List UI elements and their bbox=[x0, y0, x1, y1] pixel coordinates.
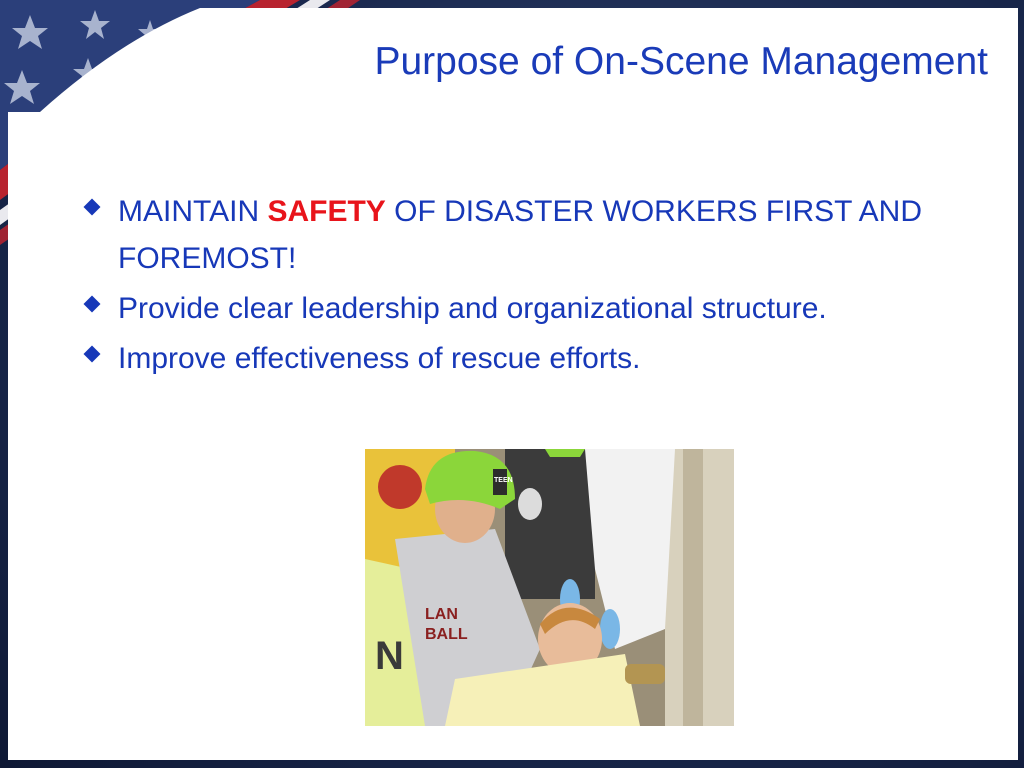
sweatshirt-print: LAN bbox=[425, 606, 458, 623]
bullet-item-leadership bbox=[80, 285, 960, 332]
bullet-item-safety bbox=[80, 188, 960, 282]
bullet-text-post: OF DISASTER WORKERS FIRST AND FOREMOST! bbox=[118, 195, 922, 275]
bullet-list bbox=[80, 188, 960, 385]
bullet-text: Improve effectiveness of rescue efforts. bbox=[118, 342, 641, 375]
bullet-item-effectiveness bbox=[80, 335, 960, 382]
diamond-bullet-icon bbox=[84, 296, 101, 313]
diamond-bullet-icon bbox=[84, 199, 101, 216]
sweatshirt-print-2: BALL bbox=[425, 626, 468, 643]
helmet-label: TEEN bbox=[494, 477, 513, 484]
svg-text:N: N bbox=[375, 634, 404, 678]
bullet-text-pre: MAINTAIN bbox=[118, 195, 268, 228]
slide-title: Purpose of On-Scene Management bbox=[374, 40, 988, 83]
diamond-bullet-icon bbox=[84, 346, 101, 363]
bullet-text: Provide clear leadership and organizational structure. bbox=[118, 292, 827, 325]
rescue-photo bbox=[365, 449, 734, 726]
safety-highlight: SAFETY bbox=[267, 195, 386, 228]
